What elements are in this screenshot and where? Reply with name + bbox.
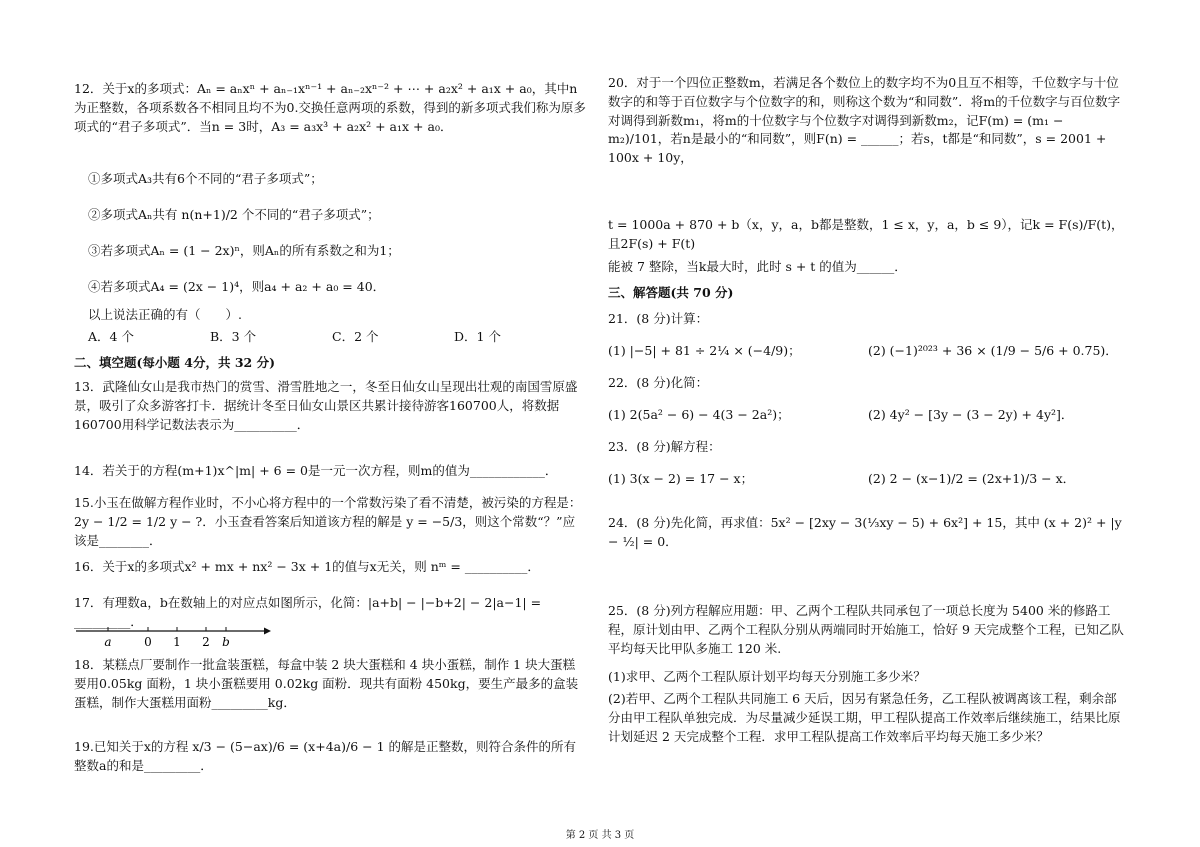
question-22-parts <box>608 406 1128 425</box>
question-18: 18．某糕点厂要制作一批盒装蛋糕，每盒中装 2 块大蛋糕和 4 块小蛋糕，制作 1 块大蛋糕要用0.05kg 面粉，1 块小蛋糕要用 0.02kg 面粉．现共有面粉 450kg，要生产最多的盒装蛋糕，制作大蛋糕用面粉_________kg． <box>74 657 579 710</box>
label-b: b <box>222 635 230 649</box>
question-23-part-1: (1) 3(x − 2) = 17 − x； <box>608 471 754 486</box>
question-20-part-b: t = 1000a + 870 + b（x，y，a，b都是整数，1 ≤ x，y，a，b ≤ 9），记k = F(s)/F(t)，且2F(s) + F(t) <box>608 217 1124 251</box>
question-12-statement-2: ②多项式Aₙ共有 n(n+1)/2 个不同的“君子多项式”； <box>88 207 380 222</box>
question-12-statement-3: ③若多项式Aₙ = (1 − 2x)ⁿ，则Aₙ的所有系数之和为1； <box>88 243 400 258</box>
question-25-part-2: (2)若甲、乙两个工程队共同施工 6 天后，因另有紧急任务，乙工程队被调离该工程，剩余部分由甲工程队单独完成．为尽量减少延误工期，甲工程队提高工作效率后继续施工，结果比原计划延迟 2 天完成整个工程．求甲工程队提高工作效率后平均每天施工多少米？ <box>608 691 1121 744</box>
question-13: 13．武隆仙女山是我市热门的赏雪、滑雪胜地之一，冬至日仙女山呈现出壮观的南国雪原盛景，吸引了众多游客打卡．据统计冬至日仙女山景区共累计接待游客160700人，将数据160700用科学记数法表示为__________． <box>74 379 578 432</box>
page-footer: 第 2 页 共 3 页 <box>565 830 635 841</box>
question-12-statement-1: ①多项式A₃共有6个不同的“君子多项式”； <box>88 171 323 186</box>
question-14: 14．若关于的方程(m+1)x^|m| + 6 = 0是一元一次方程，则m的值为____________． <box>74 463 558 478</box>
question-22-part-2: (2) 4y² − [3y − (3 − 2y) + 4y²]． <box>868 407 1074 422</box>
question-21-part-1: (1) |−5| + 81 ÷ 2¼ × (−4/9)； <box>608 343 801 358</box>
question-16: 16．关于x的多项式x² + mx + nx² − 3x + 1的值与x无关，则 nᵐ = __________． <box>74 559 540 574</box>
question-21-parts <box>608 342 1128 361</box>
question-12-statement-4: ④若多项式A₄ = (2x − 1)⁴，则a₄ + a₂ + a₀ = 40． <box>88 279 386 294</box>
option-b: B．3 个 <box>210 329 257 344</box>
number-line-figure <box>74 618 274 652</box>
question-22: 22．(8 分)化简： <box>608 375 709 390</box>
number-line-arrow <box>264 628 271 635</box>
section-3-heading: 三、解答题(共 70 分) <box>608 285 734 300</box>
question-17: 17．有理数a，b在数轴上的对应点如图所示，化简：|a+b| − |−b+2| − 2|a−1| = _________． <box>74 595 542 629</box>
question-24: 24．(8 分)先化简，再求值：5x² − [2xy − 3(⅓xy − 5) + 6x²] + 15，其中 (x + 2)² + |y − ½| = 0． <box>608 515 1122 549</box>
option-a: A．4 个 <box>88 329 134 344</box>
question-23: 23．(8 分)解方程： <box>608 439 721 454</box>
option-c: C．2 个 <box>332 329 379 344</box>
question-21: 21．(8 分)计算： <box>608 311 709 326</box>
label-a: a <box>104 635 112 649</box>
question-25: 25．(8 分)列方程解应用题：甲、乙两个工程队共同承包了一项总长度为 5400 米的修路工程，原计划由甲、乙两个工程队分别从两端同时开始施工，恰好 9 天完成整个工程，已知乙队平均每天比甲队多施工 120 米. <box>608 603 1124 656</box>
label-2: 2 <box>202 635 210 649</box>
question-19: 19.已知关于x的方程 x/3 − (5−ax)/6 = (x+4a)/6 − 1 的解是正整数，则符合条件的所有整数a的和是_________． <box>74 739 576 773</box>
question-12-ask: 以上说法正确的有（ ）. <box>88 307 242 322</box>
section-2-heading: 二、填空题(每小题 4分，共 32 分) <box>74 355 275 370</box>
label-1: 1 <box>173 635 181 649</box>
option-d: D．1 个 <box>454 329 501 344</box>
question-20-part-c: 能被 7 整除，当k最大时，此时 s + t 的值为______． <box>608 259 907 274</box>
question-22-part-1: (1) 2(5a² − 6) − 4(3 − 2a²)； <box>608 407 790 422</box>
question-12-stem: 12．关于x的多项式：Aₙ = aₙxⁿ + aₙ₋₁xⁿ⁻¹ + aₙ₋₂xⁿ⁻² + ⋯ + a₂x² + a₁x + a₀，其中n为正整数，各项系数各不相同且均不为0.交换任意两项的系数，得到的新多项式我们称为原多项式的“君子多项式”．当n = 3时，A₃ = a₃x³ + a₂x² + a₁x + a₀． <box>74 81 586 134</box>
question-21-part-2: (2) (−1)²⁰²³ + 36 × (1/9 − 5/6 + 0.75)． <box>868 343 1118 358</box>
question-20-part-a: 20．对于一个四位正整数m，若满足各个数位上的数字均不为0且互不相等，千位数字与十位数字的和等于百位数字与个位数字的和，则称这个数为“和同数”．将m的千位数字与百位数字对调得到新数m₁，将m的十位数字与个位数字对调得到新数m₂，记F(m) = (m₁ − m₂)/101，若n是最小的“和同数”，则F(n) = ______；若s，t都是“和同数”，s = 2001 + 100x + 10y， <box>608 75 1121 165</box>
label-0: 0 <box>144 635 152 649</box>
question-23-parts <box>608 470 1128 489</box>
question-23-part-2: (2) 2 − (x−1)/2 = (2x+1)/3 − x． <box>868 471 1076 486</box>
question-15: 15.小玉在做解方程作业时，不小心将方程中的一个常数污染了看不清楚，被污染的方程是：2y − 1/2 = 1/2 y − ?．小玉查看答案后知道该方程的解是 y = −5/3，则这个常数“？”应该是________． <box>74 495 582 548</box>
question-12-options <box>74 328 586 347</box>
question-25-part-1: (1)求甲、乙两个工程队原计划平均每天分别施工多少米？ <box>608 669 926 684</box>
